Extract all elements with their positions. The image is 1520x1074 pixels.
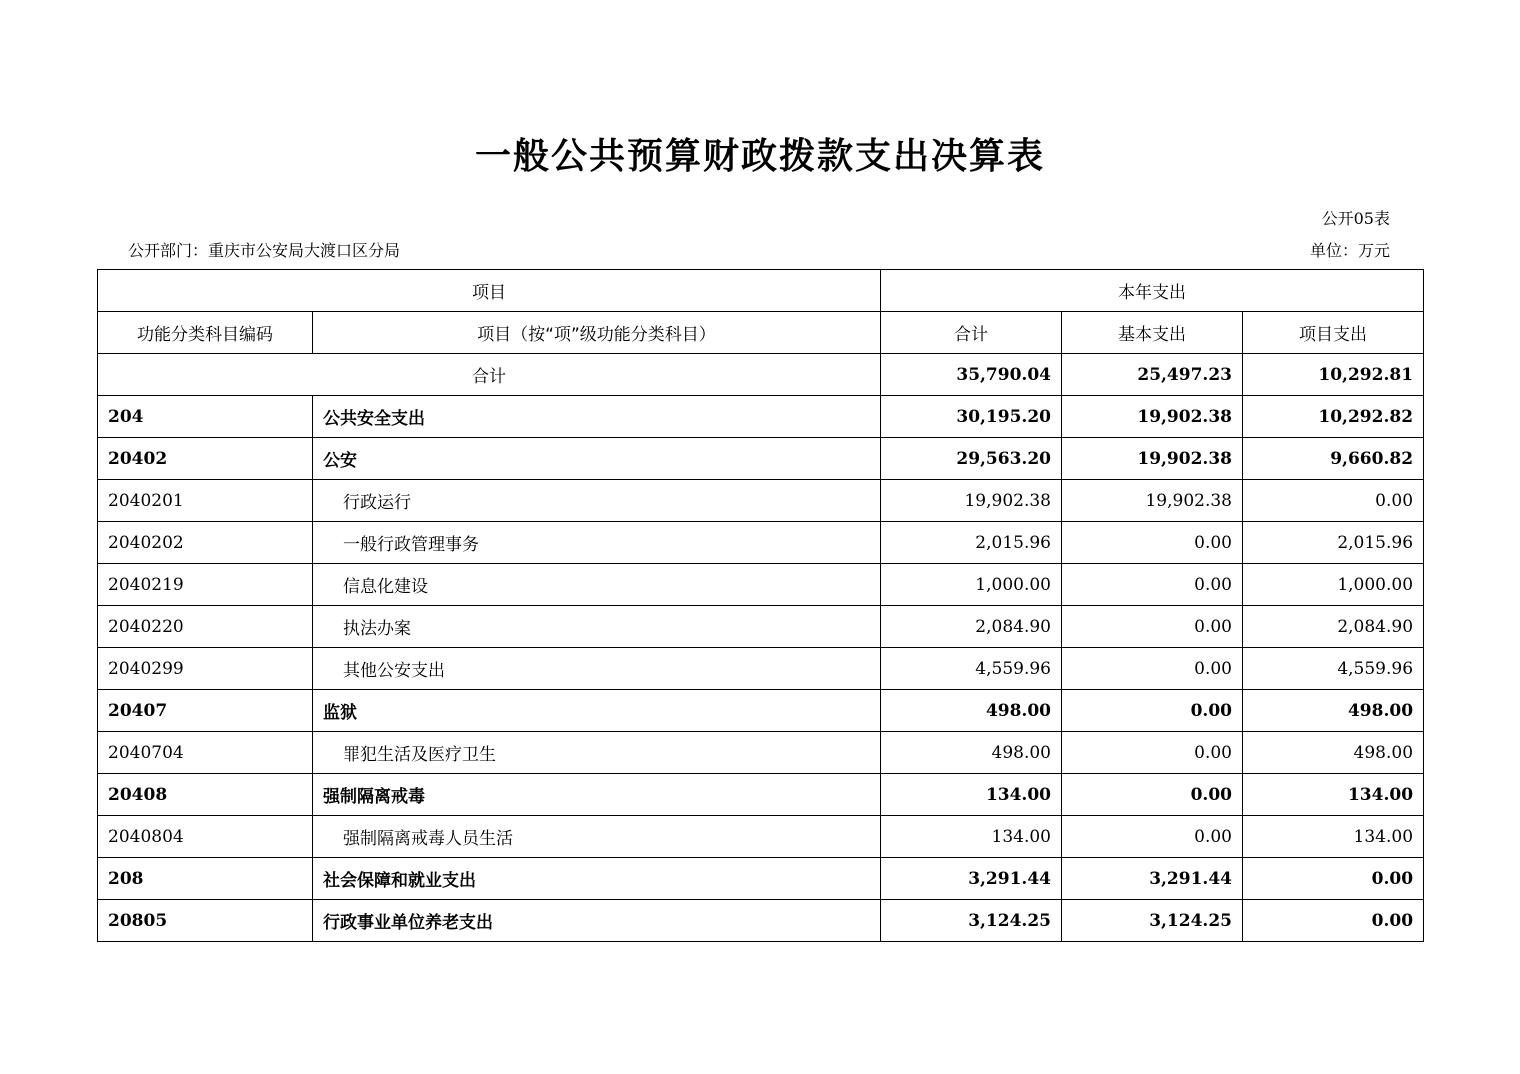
table-row — [98, 564, 1424, 606]
header-code: 功能分类科目编码 — [98, 312, 313, 354]
row-total: 2,084.90 — [881, 606, 1062, 648]
row-name — [313, 480, 881, 522]
row-total: 1,000.00 — [881, 564, 1062, 606]
row-name — [313, 816, 881, 858]
row-basic: 0.00 — [1062, 690, 1243, 732]
header-total: 合计 — [881, 312, 1062, 354]
row-name-text: 行政运行 — [343, 493, 411, 513]
row-project: 1,000.00 — [1243, 564, 1424, 606]
row-name — [313, 606, 881, 648]
row-total: 134.00 — [881, 816, 1062, 858]
row-name — [313, 774, 881, 816]
table-row — [98, 522, 1424, 564]
row-total: 134.00 — [881, 774, 1062, 816]
page-title: 一般公共预算财政拨款支出决算表 — [474, 136, 1045, 177]
form-number: 公开05表 — [1321, 209, 1390, 228]
row-basic: 0.00 — [1062, 774, 1243, 816]
unit-label: 单位：万元 — [1309, 241, 1390, 260]
row-basic: 0.00 — [1062, 606, 1243, 648]
row-basic: 0.00 — [1062, 564, 1243, 606]
header-item-group: 项目 — [98, 270, 881, 312]
row-name-text: 社会保障和就业支出 — [323, 871, 476, 891]
header-basic: 基本支出 — [1062, 312, 1243, 354]
row-code: 204 — [98, 396, 313, 438]
header-column-row — [98, 312, 1424, 354]
row-name — [313, 396, 881, 438]
total-amount: 35,790.04 — [881, 354, 1062, 396]
row-project: 2,015.96 — [1243, 522, 1424, 564]
row-name-text: 罪犯生活及医疗卫生 — [343, 745, 496, 765]
row-name — [313, 438, 881, 480]
row-total: 498.00 — [881, 690, 1062, 732]
row-total: 19,902.38 — [881, 480, 1062, 522]
table-row — [98, 396, 1424, 438]
row-name-text: 信息化建设 — [343, 577, 428, 597]
row-code: 2040202 — [98, 522, 313, 564]
row-project: 498.00 — [1243, 690, 1424, 732]
total-label: 合计 — [98, 354, 881, 396]
row-basic: 3,124.25 — [1062, 900, 1243, 942]
row-code: 20402 — [98, 438, 313, 480]
row-basic: 19,902.38 — [1062, 480, 1243, 522]
table-row — [98, 858, 1424, 900]
header-project: 项目支出 — [1243, 312, 1424, 354]
row-basic: 19,902.38 — [1062, 396, 1243, 438]
expenditure-table — [97, 269, 1424, 942]
row-name — [313, 648, 881, 690]
row-project: 0.00 — [1243, 900, 1424, 942]
row-basic: 19,902.38 — [1062, 438, 1243, 480]
total-row — [98, 354, 1424, 396]
row-code: 20407 — [98, 690, 313, 732]
row-project: 10,292.82 — [1243, 396, 1424, 438]
row-project: 498.00 — [1243, 732, 1424, 774]
table-row — [98, 438, 1424, 480]
row-code: 2040219 — [98, 564, 313, 606]
header-group-row — [98, 270, 1424, 312]
row-project: 4,559.96 — [1243, 648, 1424, 690]
table-row — [98, 480, 1424, 522]
row-name-text: 一般行政管理事务 — [343, 535, 479, 555]
row-basic: 0.00 — [1062, 732, 1243, 774]
row-code: 2040220 — [98, 606, 313, 648]
row-basic: 0.00 — [1062, 648, 1243, 690]
row-name-text: 公安 — [323, 451, 357, 471]
row-project: 2,084.90 — [1243, 606, 1424, 648]
row-code: 208 — [98, 858, 313, 900]
row-basic: 0.00 — [1062, 816, 1243, 858]
table-row — [98, 774, 1424, 816]
row-total: 30,195.20 — [881, 396, 1062, 438]
row-code: 2040201 — [98, 480, 313, 522]
row-code: 2040704 — [98, 732, 313, 774]
row-total: 4,559.96 — [881, 648, 1062, 690]
row-basic: 3,291.44 — [1062, 858, 1243, 900]
header-expense-group: 本年支出 — [881, 270, 1424, 312]
total-project: 10,292.81 — [1243, 354, 1424, 396]
table-row — [98, 690, 1424, 732]
table-row — [98, 606, 1424, 648]
row-project: 134.00 — [1243, 774, 1424, 816]
row-name — [313, 690, 881, 732]
row-basic: 0.00 — [1062, 522, 1243, 564]
row-project: 0.00 — [1243, 858, 1424, 900]
row-code: 2040299 — [98, 648, 313, 690]
department-label: 公开部门：重庆市公安局大渡口区分局 — [128, 241, 401, 260]
row-name — [313, 858, 881, 900]
row-total: 3,124.25 — [881, 900, 1062, 942]
row-name-text: 强制隔离戒毒 — [323, 787, 425, 807]
table-row — [98, 900, 1424, 942]
row-name-text: 公共安全支出 — [323, 409, 425, 429]
row-total: 29,563.20 — [881, 438, 1062, 480]
row-name — [313, 732, 881, 774]
row-code: 20408 — [98, 774, 313, 816]
row-code: 20805 — [98, 900, 313, 942]
row-total: 498.00 — [881, 732, 1062, 774]
row-project: 0.00 — [1243, 480, 1424, 522]
row-name-text: 强制隔离戒毒人员生活 — [343, 829, 513, 849]
row-name-text: 监狱 — [323, 703, 357, 723]
total-basic: 25,497.23 — [1062, 354, 1243, 396]
row-name-text: 行政事业单位养老支出 — [323, 913, 493, 933]
row-name — [313, 564, 881, 606]
row-total: 3,291.44 — [881, 858, 1062, 900]
table-row — [98, 732, 1424, 774]
row-code: 2040804 — [98, 816, 313, 858]
table-row — [98, 648, 1424, 690]
row-name — [313, 522, 881, 564]
row-name-text: 其他公安支出 — [343, 661, 445, 681]
row-project: 9,660.82 — [1243, 438, 1424, 480]
row-name-text: 执法办案 — [343, 619, 411, 639]
row-total: 2,015.96 — [881, 522, 1062, 564]
header-name: 项目（按“项”级功能分类科目） — [313, 312, 881, 354]
row-project: 134.00 — [1243, 816, 1424, 858]
table-row — [98, 816, 1424, 858]
row-name — [313, 900, 881, 942]
